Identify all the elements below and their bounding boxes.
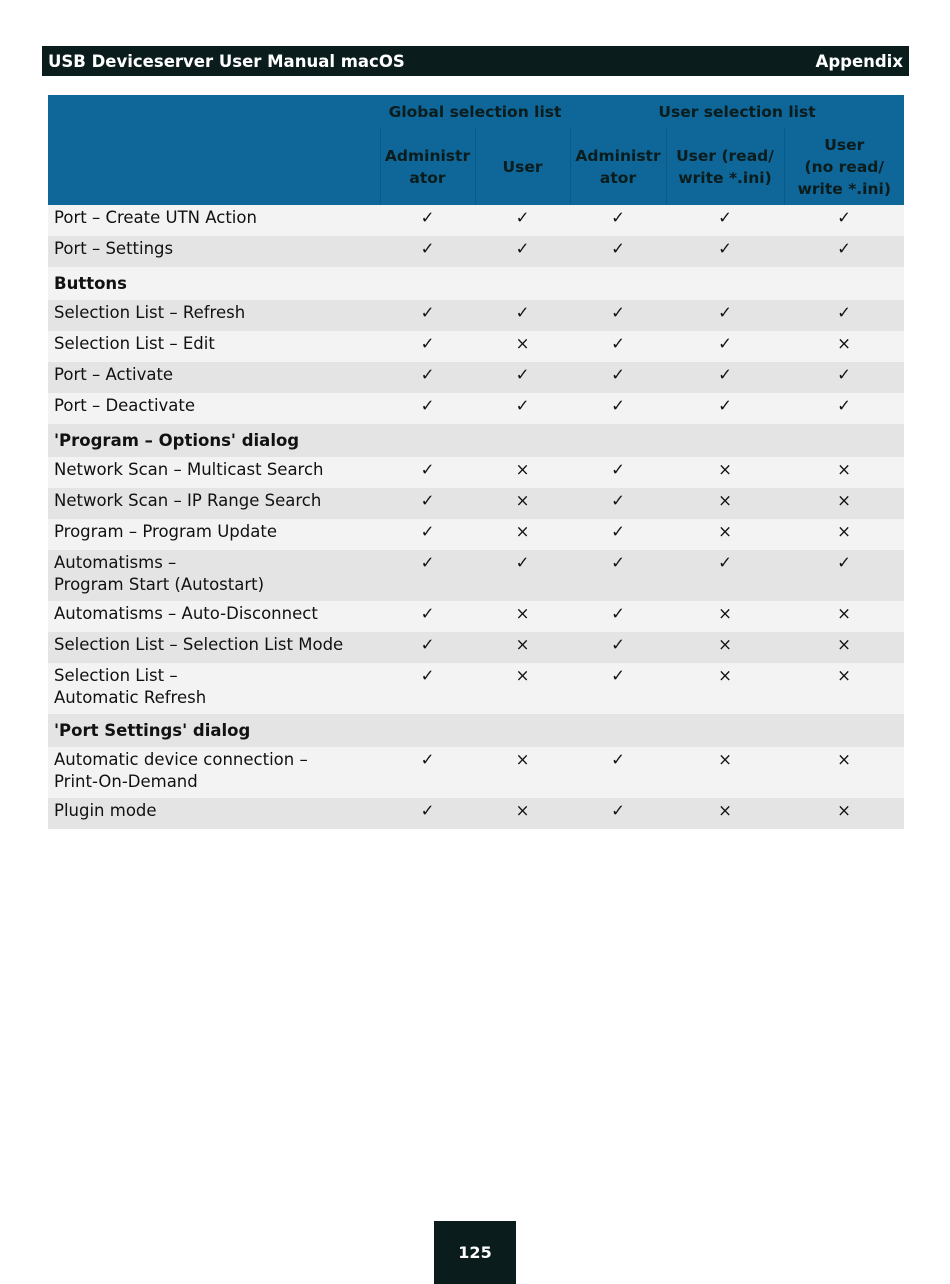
check-icon: ✓ [570, 393, 666, 424]
cross-icon: × [666, 488, 784, 519]
check-icon: ✓ [666, 362, 784, 393]
row-label: Selection List – Automatic Refresh [48, 663, 380, 714]
cross-icon: × [784, 601, 904, 632]
cross-icon: × [475, 331, 570, 362]
row-label: Plugin mode [48, 798, 380, 829]
cross-icon: × [666, 457, 784, 488]
cross-icon: × [666, 747, 784, 798]
table-row [48, 488, 904, 519]
section-heading: 'Program – Options' dialog [48, 424, 904, 457]
check-icon: ✓ [570, 550, 666, 601]
check-icon: ✓ [666, 205, 784, 236]
check-icon: ✓ [475, 205, 570, 236]
check-icon: ✓ [380, 519, 475, 550]
check-icon: ✓ [570, 457, 666, 488]
row-label: Network Scan – Multicast Search [48, 457, 380, 488]
check-icon: ✓ [570, 663, 666, 714]
cross-icon: × [666, 601, 784, 632]
row-label: Selection List – Selection List Mode [48, 632, 380, 663]
check-icon: ✓ [380, 457, 475, 488]
check-icon: ✓ [570, 362, 666, 393]
table-row [48, 550, 904, 601]
check-icon: ✓ [380, 550, 475, 601]
cross-icon: × [784, 632, 904, 663]
check-icon: ✓ [380, 663, 475, 714]
check-icon: ✓ [784, 550, 904, 601]
check-icon: ✓ [475, 236, 570, 267]
check-icon: ✓ [570, 300, 666, 331]
page-header [42, 46, 909, 76]
check-icon: ✓ [784, 236, 904, 267]
section-row [48, 714, 904, 747]
column-header: Administr ator [380, 128, 475, 205]
cross-icon: × [475, 488, 570, 519]
permissions-table-wrapper [48, 95, 904, 829]
check-icon: ✓ [380, 300, 475, 331]
section-heading: Buttons [48, 267, 904, 300]
row-label: Automatisms – Auto-Disconnect [48, 601, 380, 632]
column-header: User [475, 128, 570, 205]
cross-icon: × [475, 601, 570, 632]
check-icon: ✓ [570, 601, 666, 632]
check-icon: ✓ [784, 205, 904, 236]
page-number: 125 [434, 1221, 516, 1284]
check-icon: ✓ [570, 798, 666, 829]
check-icon: ✓ [380, 747, 475, 798]
row-label: Port – Activate [48, 362, 380, 393]
check-icon: ✓ [666, 300, 784, 331]
cross-icon: × [475, 798, 570, 829]
group-header-global: Global selection list [380, 95, 570, 128]
section-row [48, 424, 904, 457]
check-icon: ✓ [380, 362, 475, 393]
check-icon: ✓ [570, 331, 666, 362]
check-icon: ✓ [380, 488, 475, 519]
cross-icon: × [666, 663, 784, 714]
check-icon: ✓ [784, 393, 904, 424]
column-header: User (read/ write *.ini) [666, 128, 784, 205]
cross-icon: × [475, 663, 570, 714]
check-icon: ✓ [784, 362, 904, 393]
check-icon: ✓ [570, 747, 666, 798]
row-label: Automatic device connection – Print-On-Demand [48, 747, 380, 798]
cross-icon: × [784, 331, 904, 362]
cross-icon: × [784, 747, 904, 798]
check-icon: ✓ [380, 632, 475, 663]
row-label: Selection List – Refresh [48, 300, 380, 331]
cross-icon: × [666, 632, 784, 663]
cross-icon: × [666, 519, 784, 550]
cross-icon: × [475, 457, 570, 488]
check-icon: ✓ [666, 331, 784, 362]
check-icon: ✓ [666, 393, 784, 424]
cross-icon: × [784, 663, 904, 714]
cross-icon: × [475, 632, 570, 663]
table-row [48, 663, 904, 714]
section-heading: 'Port Settings' dialog [48, 714, 904, 747]
check-icon: ✓ [475, 550, 570, 601]
table-row [48, 457, 904, 488]
section-row [48, 267, 904, 300]
table-row [48, 300, 904, 331]
table-row [48, 519, 904, 550]
column-header: User (no read/ write *.ini) [784, 128, 904, 205]
check-icon: ✓ [570, 205, 666, 236]
cross-icon: × [475, 519, 570, 550]
check-icon: ✓ [784, 300, 904, 331]
check-icon: ✓ [380, 393, 475, 424]
check-icon: ✓ [570, 519, 666, 550]
cross-icon: × [784, 519, 904, 550]
check-icon: ✓ [380, 205, 475, 236]
table-row [48, 393, 904, 424]
check-icon: ✓ [475, 393, 570, 424]
table-row [48, 747, 904, 798]
row-label: Network Scan – IP Range Search [48, 488, 380, 519]
check-icon: ✓ [666, 236, 784, 267]
row-label: Automatisms – Program Start (Autostart) [48, 550, 380, 601]
table-row [48, 798, 904, 829]
check-icon: ✓ [570, 236, 666, 267]
table-body [48, 205, 904, 829]
check-icon: ✓ [380, 236, 475, 267]
check-icon: ✓ [380, 601, 475, 632]
cross-icon: × [784, 457, 904, 488]
table-row [48, 205, 904, 236]
cross-icon: × [666, 798, 784, 829]
header-blank-cell [48, 128, 380, 205]
check-icon: ✓ [570, 488, 666, 519]
header-blank-cell [48, 95, 380, 128]
row-label: Selection List – Edit [48, 331, 380, 362]
cross-icon: × [784, 488, 904, 519]
row-label: Port – Settings [48, 236, 380, 267]
check-icon: ✓ [380, 798, 475, 829]
section-title: Appendix [815, 51, 903, 71]
group-header-user: User selection list [570, 95, 904, 128]
check-icon: ✓ [380, 331, 475, 362]
table-row [48, 362, 904, 393]
table-row [48, 331, 904, 362]
permissions-table [48, 95, 904, 829]
row-label: Port – Deactivate [48, 393, 380, 424]
check-icon: ✓ [570, 632, 666, 663]
column-header: Administr ator [570, 128, 666, 205]
manual-title: USB Deviceserver User Manual macOS [48, 51, 405, 71]
row-label: Port – Create UTN Action [48, 205, 380, 236]
table-row [48, 632, 904, 663]
cross-icon: × [784, 798, 904, 829]
table-row [48, 601, 904, 632]
row-label: Program – Program Update [48, 519, 380, 550]
check-icon: ✓ [666, 550, 784, 601]
check-icon: ✓ [475, 362, 570, 393]
table-row [48, 236, 904, 267]
check-icon: ✓ [475, 300, 570, 331]
cross-icon: × [475, 747, 570, 798]
